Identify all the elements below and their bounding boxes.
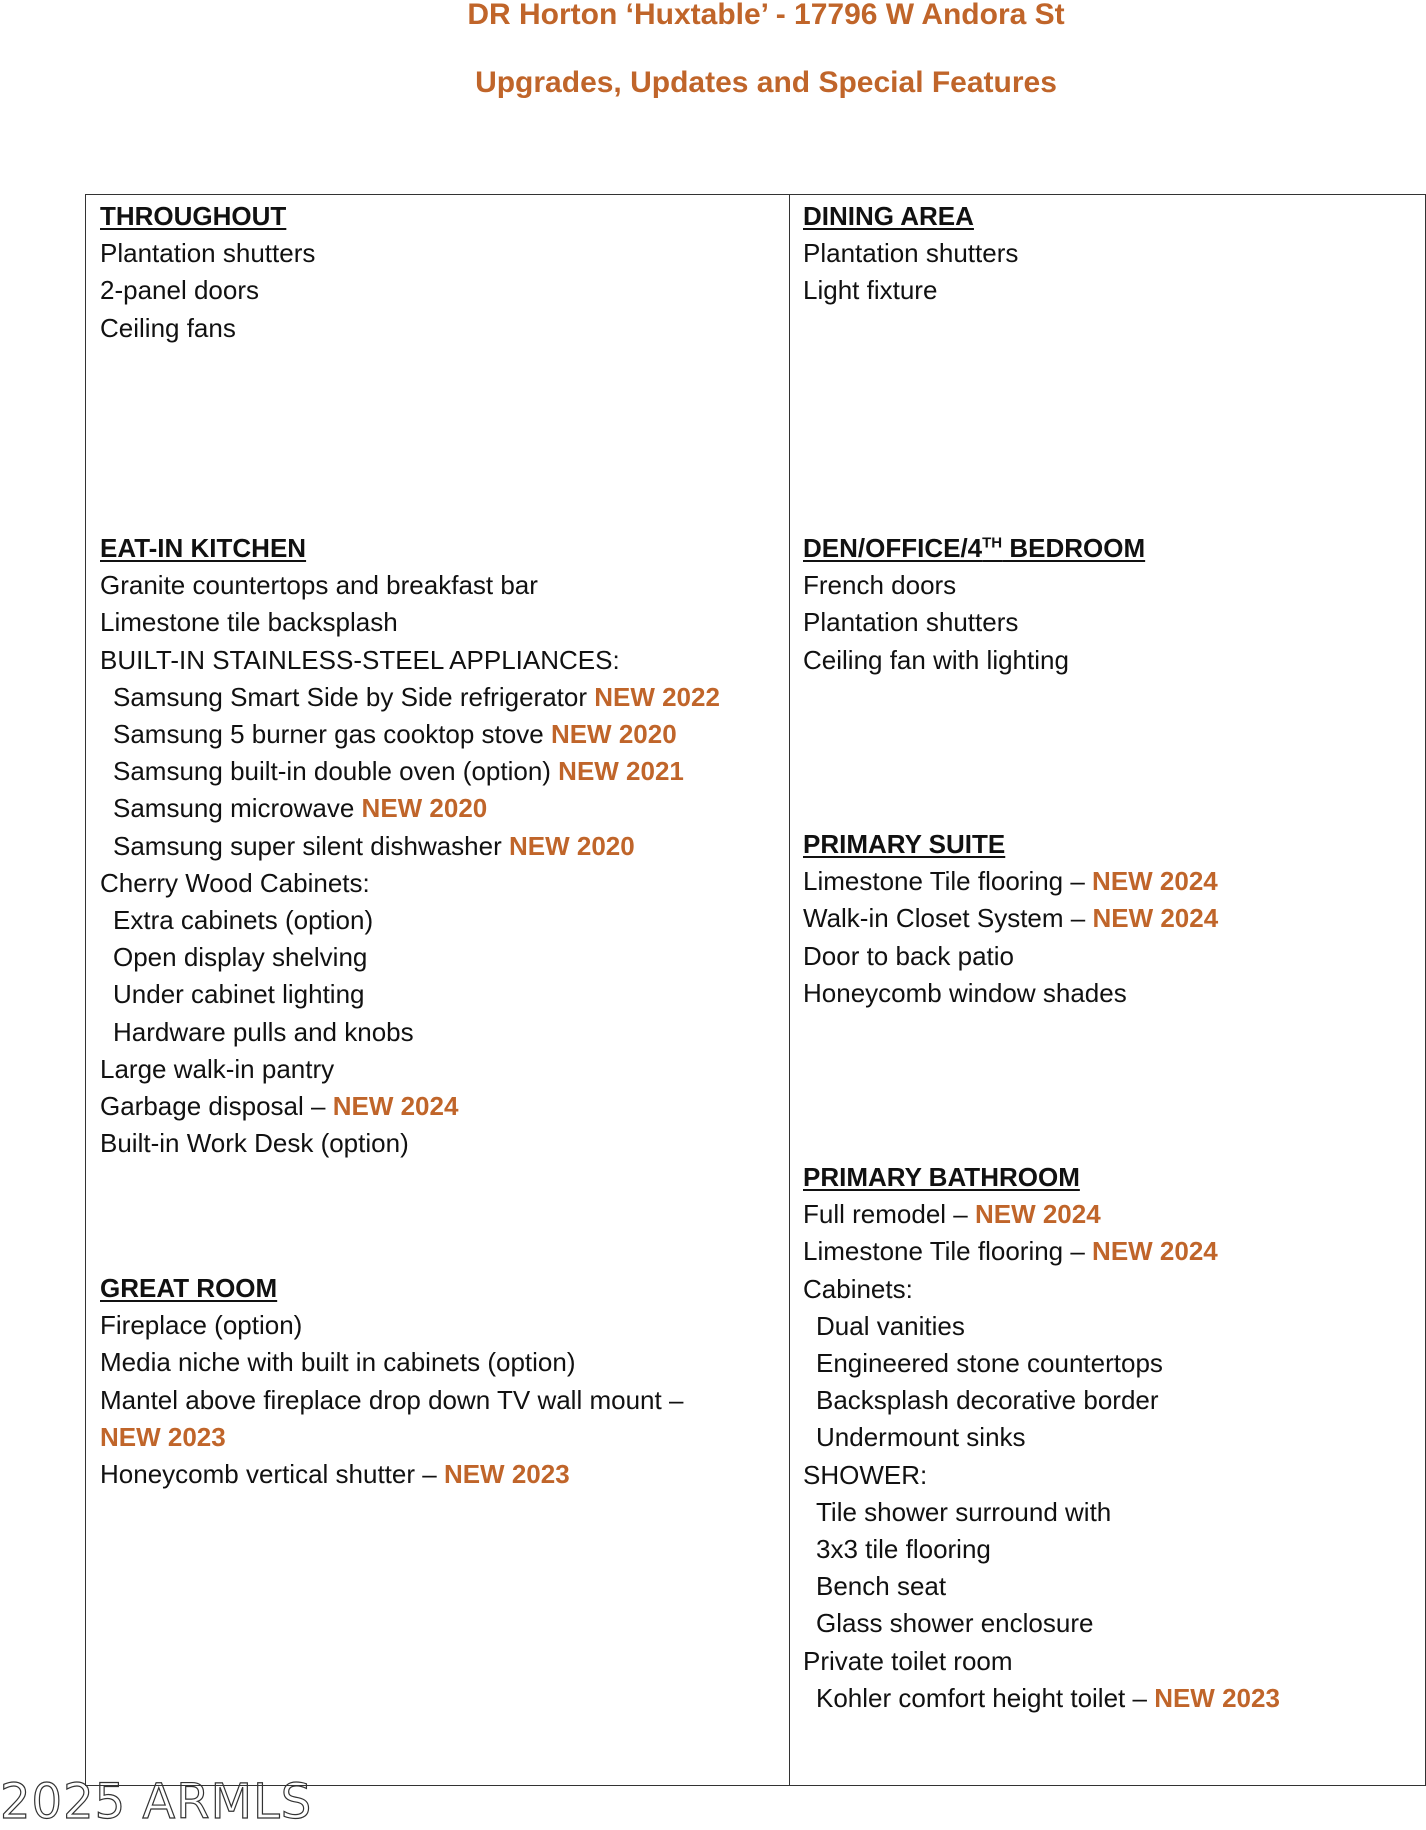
list-item: Private toilet room xyxy=(803,1645,1013,1676)
list-item: Cherry Wood Cabinets: xyxy=(100,867,370,898)
list-item: Door to back patio xyxy=(803,940,1015,971)
item-text: Samsung built-in double oven (option) xyxy=(113,756,559,787)
list-item: Engineered stone countertops xyxy=(816,1348,1163,1379)
section-eat-in-kitchen xyxy=(100,530,720,1162)
list-item: Media niche with built in cabinets (option) xyxy=(100,1347,576,1378)
list-item xyxy=(100,716,720,753)
item-text: Samsung microwave xyxy=(113,793,362,824)
list-item: Tile shower surround with xyxy=(816,1496,1112,1527)
section-heading: DINING AREA xyxy=(803,201,974,231)
list-item xyxy=(803,1196,1280,1233)
list-item xyxy=(803,900,1218,937)
item-text: Samsung super silent dishwasher xyxy=(113,830,509,861)
list-item xyxy=(803,863,1218,900)
item-text: Limestone Tile flooring – xyxy=(803,866,1093,897)
list-item: Plantation shutters xyxy=(803,238,1019,269)
new-tag: NEW 2024 xyxy=(1092,1236,1218,1267)
list-item: Ceiling fans xyxy=(100,312,236,343)
item-text: Full remodel – xyxy=(803,1199,975,1230)
section-den-office xyxy=(803,530,1145,679)
list-item: Light fixture xyxy=(803,275,938,306)
column-divider xyxy=(789,195,790,1785)
list-item: Backsplash decorative border xyxy=(816,1385,1159,1416)
list-item: Honeycomb window shades xyxy=(803,977,1127,1008)
list-item: Fireplace (option) xyxy=(100,1310,303,1341)
features-table xyxy=(85,194,1426,1786)
heading-superscript: TH xyxy=(982,534,1003,552)
section-heading: PRIMARY SUITE xyxy=(803,829,1006,859)
list-item: Open display shelving xyxy=(113,942,368,973)
page-subtitle: Upgrades, Updates and Special Features xyxy=(475,66,1057,99)
new-tag: NEW 2024 xyxy=(974,1199,1101,1230)
page-title: DR Horton ‘Huxtable’ - 17796 W Andora St xyxy=(467,0,1065,31)
list-item: Extra cabinets (option) xyxy=(113,905,374,936)
list-item: Plantation shutters xyxy=(803,607,1019,638)
list-item: Glass shower enclosure xyxy=(816,1608,1094,1639)
list-item xyxy=(100,828,720,865)
new-tag: NEW 2024 xyxy=(1092,903,1219,934)
list-item: Plantation shutters xyxy=(100,238,316,269)
list-item: SHOWER: xyxy=(803,1459,928,1490)
list-item xyxy=(100,753,720,790)
new-tag: NEW 2023 xyxy=(1154,1682,1280,1713)
list-item: French doors xyxy=(803,570,957,601)
item-text: Samsung 5 burner gas cooktop stove xyxy=(113,719,551,750)
section-heading: GREAT ROOM xyxy=(100,1273,278,1303)
list-item xyxy=(803,1233,1280,1270)
list-item xyxy=(100,1088,720,1125)
new-tag: NEW 2023 xyxy=(443,1459,570,1490)
list-item xyxy=(100,790,720,827)
new-tag: NEW 2023 xyxy=(100,1421,226,1452)
list-item: Hardware pulls and knobs xyxy=(113,1016,414,1047)
heading-text: DEN/OFFICE/4 xyxy=(803,533,983,563)
list-item: Granite countertops and breakfast bar xyxy=(100,570,538,601)
heading-text-tail: BEDROOM xyxy=(1002,533,1146,563)
item-text: Kohler comfort height toilet – xyxy=(816,1682,1155,1713)
item-text: Samsung Smart Side by Side refrigerator xyxy=(113,681,595,712)
list-item: Bench seat xyxy=(816,1571,947,1602)
section-throughout xyxy=(100,198,315,347)
list-item: Large walk-in pantry xyxy=(100,1053,335,1084)
section-heading: PRIMARY BATHROOM xyxy=(803,1162,1080,1192)
list-item: Mantel above fireplace drop down TV wall mount – xyxy=(100,1384,684,1415)
section-primary-suite xyxy=(803,826,1218,1012)
list-item: 2-panel doors xyxy=(100,275,259,306)
section-heading: THROUGHOUT xyxy=(100,201,287,231)
new-tag: NEW 2024 xyxy=(332,1091,459,1122)
list-item xyxy=(100,679,720,716)
item-text: Honeycomb vertical shutter – xyxy=(100,1459,444,1490)
list-item: Under cabinet lighting xyxy=(113,979,365,1010)
section-heading: EAT-IN KITCHEN xyxy=(100,533,307,563)
new-tag: NEW 2020 xyxy=(361,793,488,824)
new-tag: NEW 2021 xyxy=(558,756,684,787)
section-heading xyxy=(803,530,1145,567)
item-text: Garbage disposal – xyxy=(100,1091,333,1122)
section-primary-bathroom xyxy=(803,1159,1280,1717)
list-item: Limestone tile backsplash xyxy=(100,607,398,638)
item-text: Walk-in Closet System – xyxy=(803,903,1093,934)
list-item xyxy=(100,1456,683,1493)
item-text: Limestone Tile flooring – xyxy=(803,1236,1093,1267)
list-item: Undermount sinks xyxy=(816,1422,1026,1453)
list-item: Ceiling fan with lighting xyxy=(803,644,1069,675)
section-great-room xyxy=(100,1270,683,1493)
list-item xyxy=(803,1680,1280,1717)
list-item: Built-in Work Desk (option) xyxy=(100,1128,409,1159)
new-tag: NEW 2020 xyxy=(550,719,677,750)
new-tag: NEW 2020 xyxy=(508,830,635,861)
new-tag: NEW 2022 xyxy=(594,681,720,712)
list-item: 3x3 tile flooring xyxy=(816,1534,991,1565)
list-item: Dual vanities xyxy=(816,1310,965,1341)
list-item: Cabinets: xyxy=(803,1273,913,1304)
list-item: BUILT-IN STAINLESS-STEEL APPLIANCES: xyxy=(100,644,620,675)
section-dining-area xyxy=(803,198,1018,310)
new-tag: NEW 2024 xyxy=(1092,866,1218,897)
armls-watermark: 2025 ARMLS xyxy=(0,1774,313,1830)
